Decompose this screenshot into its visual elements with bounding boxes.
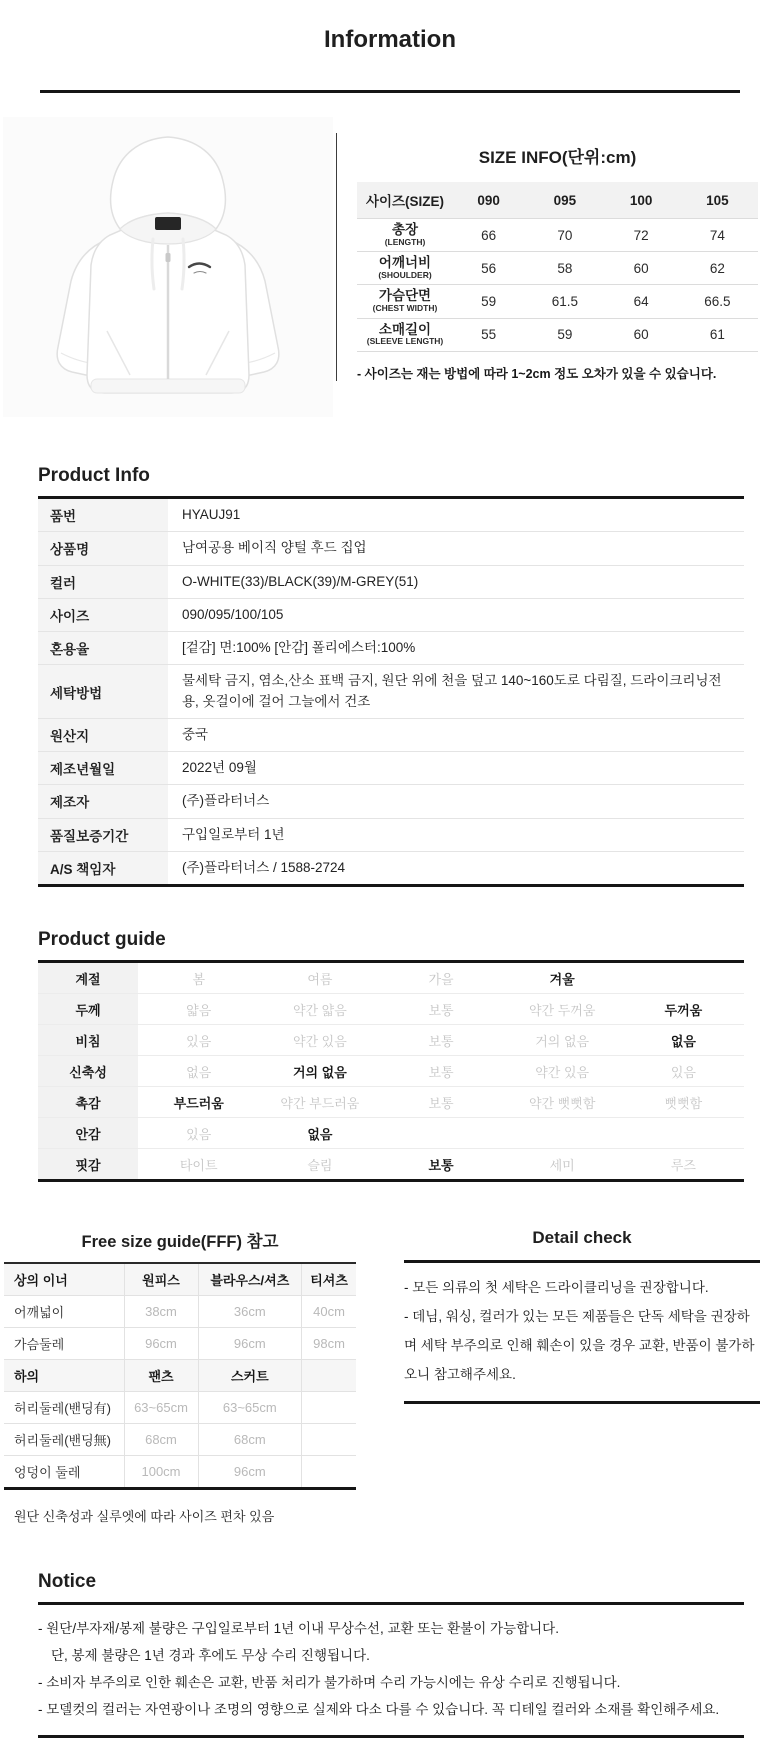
fs-header-row (4, 1263, 356, 1296)
size-value: 61.5 (524, 285, 605, 318)
fs-value (302, 1392, 356, 1424)
size-row-label-ko: 소매길이 (378, 321, 432, 337)
detail-check-panel (404, 1228, 760, 1525)
info-row (38, 851, 744, 885)
fs-value: 68cm (198, 1424, 302, 1456)
guide-option: 없음 (623, 1025, 744, 1056)
size-value: 70 (524, 219, 605, 252)
product-guide-table (38, 960, 744, 1182)
notice-items (38, 1615, 744, 1723)
fs-row (4, 1456, 356, 1489)
fs-label: 어깨넓이 (4, 1296, 124, 1328)
info-label: 상품명 (38, 532, 168, 565)
size-value: 59 (524, 318, 605, 351)
product-info-table (38, 496, 744, 887)
size-row-label-ko: 어깨너비 (378, 255, 432, 271)
size-info-panel (337, 117, 780, 419)
fs-value: 팬츠 (124, 1360, 198, 1392)
size-value: 64 (605, 285, 676, 318)
notice-section (38, 1571, 744, 1738)
fs-label: 하의 (4, 1360, 124, 1392)
guide-option: 세미 (549, 1157, 575, 1173)
fs-value: 40cm (302, 1296, 356, 1328)
info-value: 남여공용 베이직 양털 후드 집업 (168, 532, 744, 565)
info-row (38, 498, 744, 532)
fs-value: 블라우스/셔츠 (198, 1263, 302, 1296)
size-row-label-ko: 가슴단면 (378, 288, 432, 304)
guide-option: 보통 (380, 1025, 501, 1056)
guide-option: 보통 (380, 994, 501, 1025)
size-column-header: 사이즈(SIZE) (357, 182, 453, 219)
guide-option: 얇음 (138, 994, 259, 1025)
info-row (38, 532, 744, 565)
detail-item: - 데님, 워싱, 컬러가 있는 모든 제품들은 단독 세탁을 권장하며 세탁 부주의로 인해 훼손이 있을 경우 교환, 반품이 불가하오니 참고해주세요. (404, 1309, 755, 1382)
fs-header-row (4, 1360, 356, 1392)
neck-tag (155, 217, 181, 230)
info-label: 컬러 (38, 565, 168, 598)
guide-option: 가을 (380, 962, 501, 994)
fs-value: 63~65cm (198, 1392, 302, 1424)
info-label: 혼용율 (38, 632, 168, 665)
info-label: 품번 (38, 498, 168, 532)
free-size-note: 원단 신축성과 실루엣에 따라 사이즈 편차 있음 (14, 1509, 275, 1524)
detail-check-divider (404, 1260, 760, 1263)
notice-item: - 모델컷의 컬러는 자연광이나 조명의 영향으로 실제와 다소 다를 수 있습니다. 꼭 디테일 컬러와 소재를 확인해주세요. (38, 1702, 720, 1717)
info-value: 090/095/100/105 (168, 598, 744, 631)
info-label: A/S 책임자 (38, 851, 168, 885)
info-value: HYAUJ91 (168, 498, 744, 532)
guide-option: 약간 있음 (259, 1025, 380, 1056)
notice-divider (38, 1602, 744, 1605)
info-row (38, 665, 744, 719)
size-value: 59 (453, 285, 524, 318)
product-photo (0, 117, 336, 419)
detail-item: - 모든 의류의 첫 세탁은 드라이클리닝을 권장합니다. (404, 1280, 709, 1295)
guide-option: 거의 없음 (502, 1025, 623, 1056)
size-row (357, 219, 758, 252)
guide-option: 여름 (259, 962, 380, 994)
size-column-header: 095 (524, 182, 605, 219)
size-value: 74 (677, 219, 758, 252)
size-row-label-en: (SLEEVE LENGTH) (366, 336, 444, 347)
guide-row (38, 1025, 744, 1056)
info-label: 원산지 (38, 718, 168, 751)
info-value: O-WHITE(33)/BLACK(39)/M-GREY(51) (168, 565, 744, 598)
product-information-page (0, 26, 780, 1723)
guide-option (380, 1118, 501, 1149)
guide-option: 두꺼움 (623, 994, 744, 1025)
guide-option (623, 1118, 744, 1149)
fs-label: 엉덩이 둘레 (4, 1456, 124, 1489)
size-row-label-en: (SHOULDER) (378, 270, 432, 281)
guide-option: 없음 (138, 1056, 259, 1087)
guide-option (623, 962, 744, 994)
info-label: 사이즈 (38, 598, 168, 631)
free-size-title: Free size guide(FFF) 참고 (81, 1233, 279, 1251)
info-row (38, 598, 744, 631)
size-value: 56 (453, 252, 524, 285)
size-row-label (357, 318, 453, 351)
guide-option: 보통 (428, 1157, 454, 1173)
product-info-section (38, 465, 744, 887)
size-value: 60 (605, 318, 676, 351)
guide-option: 약간 부드러움 (259, 1087, 380, 1118)
info-value: (주)플라터너스 / 1588-2724 (182, 859, 346, 875)
fs-label: 가슴둘레 (4, 1328, 124, 1360)
info-label: 제조년월일 (38, 752, 168, 785)
size-info-table (357, 182, 758, 352)
guide-row (38, 1087, 744, 1118)
fs-label: 허리둘레(밴딩有) (4, 1392, 124, 1424)
guide-option: 부드러움 (138, 1087, 259, 1118)
info-row (38, 818, 744, 851)
hoodie-illustration (3, 117, 333, 417)
info-value: 중국 (168, 718, 744, 751)
guide-option: 봄 (138, 962, 259, 994)
fs-value: 스커트 (198, 1360, 302, 1392)
fs-value: 96cm (124, 1328, 198, 1360)
guide-option: 루즈 (670, 1157, 696, 1173)
guide-option: 뻣뻣함 (623, 1087, 744, 1118)
guide-option: 없음 (259, 1118, 380, 1149)
size-row-label-en: (LENGTH) (384, 236, 426, 247)
guide-row (38, 994, 744, 1025)
guide-option: 타이트 (179, 1157, 218, 1173)
guide-option: 거의 없음 (259, 1056, 380, 1087)
guide-option: 보통 (380, 1056, 501, 1087)
info-label: 품질보증기간 (38, 818, 168, 851)
notice-item: 단, 봉제 불량은 1년 경과 후에도 무상 수리 진행됩니다. (51, 1648, 370, 1663)
fs-value (302, 1456, 356, 1489)
size-header-row (357, 182, 758, 219)
info-row (38, 718, 744, 751)
size-column-header: 100 (605, 182, 676, 219)
info-value: (주)플라터너스 (168, 785, 744, 818)
info-row (38, 785, 744, 818)
guide-option: 슬림 (307, 1157, 333, 1173)
info-row (38, 565, 744, 598)
detail-check-divider-bottom (404, 1401, 760, 1404)
fs-value: 98cm (302, 1328, 356, 1360)
size-value: 66.5 (677, 285, 758, 318)
fs-row (4, 1328, 356, 1360)
top-section (0, 117, 780, 419)
guide-option: 있음 (138, 1025, 259, 1056)
size-value: 60 (605, 252, 676, 285)
free-size-table (4, 1262, 356, 1490)
fs-value: 티셔츠 (302, 1263, 356, 1296)
size-value: 62 (677, 252, 758, 285)
fs-label: 허리둘레(밴딩無) (4, 1424, 124, 1456)
info-value: 구입일로부터 1년 (168, 818, 744, 851)
guide-label: 핏감 (38, 1149, 138, 1181)
fs-row (4, 1424, 356, 1456)
guide-label: 계절 (38, 962, 138, 994)
size-column-header: 090 (453, 182, 524, 219)
notice-item: - 원단/부자재/봉제 불량은 구입일로부터 1년 이내 무상수선, 교환 또는 환불이 가능합니다. (38, 1621, 559, 1636)
size-row-label (357, 252, 453, 285)
info-value: 물세탁 금지, 염소,산소 표백 금지, 원단 위에 천을 덮고 140~160도로 다림질, 드라이크리닝전용, 옷걸이에 걸어 그늘에서 건조 (168, 665, 744, 719)
product-info-title: Product Info (38, 465, 150, 486)
size-value: 66 (453, 219, 524, 252)
guide-option: 보통 (380, 1087, 501, 1118)
fs-value (302, 1360, 356, 1392)
guide-option: 약간 얇음 (259, 994, 380, 1025)
info-label: 세탁방법 (38, 665, 168, 719)
info-value: [겉감] 면:100% [안감] 폴리에스터:100% (168, 632, 744, 665)
guide-label: 촉감 (38, 1087, 138, 1118)
fs-value: 63~65cm (124, 1392, 198, 1424)
size-row (357, 285, 758, 318)
fs-value: 36cm (198, 1296, 302, 1328)
free-size-panel (4, 1228, 356, 1525)
size-info-title: SIZE INFO(단위:cm) (478, 148, 637, 167)
bottom-section (4, 1228, 760, 1525)
guide-row (38, 962, 744, 994)
guide-option: 있음 (623, 1056, 744, 1087)
fs-value: 100cm (124, 1456, 198, 1489)
size-value: 61 (677, 318, 758, 351)
guide-label: 비침 (38, 1025, 138, 1056)
size-info-note: - 사이즈는 재는 방법에 따라 1~2cm 정도 오차가 있을 수 있습니다. (357, 366, 717, 381)
guide-option (502, 1118, 623, 1149)
fs-value: 96cm (198, 1456, 302, 1489)
guide-option: 약간 두꺼움 (502, 994, 623, 1025)
size-value: 55 (453, 318, 524, 351)
fs-row (4, 1296, 356, 1328)
detail-check-items (404, 1273, 760, 1389)
guide-option: 약간 있음 (502, 1056, 623, 1087)
guide-row (38, 1056, 744, 1087)
fs-value: 68cm (124, 1424, 198, 1456)
guide-label: 안감 (38, 1118, 138, 1149)
notice-title: Notice (38, 1571, 97, 1592)
fs-label: 상의 이너 (4, 1263, 124, 1296)
guide-option: 겨울 (502, 962, 623, 994)
fs-row (4, 1392, 356, 1424)
guide-option: 약간 뻣뻣함 (502, 1087, 623, 1118)
info-value: 2022년 09월 (168, 752, 744, 785)
size-row (357, 252, 758, 285)
guide-row (38, 1118, 744, 1149)
fs-value: 38cm (124, 1296, 198, 1328)
size-row-label-ko: 총장 (391, 222, 419, 237)
info-row (38, 632, 744, 665)
size-value: 58 (524, 252, 605, 285)
info-label: 제조자 (38, 785, 168, 818)
size-row (357, 318, 758, 351)
product-guide-section (38, 929, 744, 1182)
guide-option: 있음 (138, 1118, 259, 1149)
product-guide-title: Product guide (38, 929, 166, 950)
size-row-label (357, 285, 453, 318)
size-value: 72 (605, 219, 676, 252)
size-row-label (357, 219, 453, 252)
guide-label: 신축성 (38, 1056, 138, 1087)
size-row-label-en: (CHEST WIDTH) (372, 303, 438, 314)
guide-row (38, 1149, 744, 1181)
fs-value (302, 1424, 356, 1456)
size-column-header: 105 (677, 182, 758, 219)
fs-value: 원피스 (124, 1263, 198, 1296)
detail-check-title: Detail check (532, 1228, 632, 1247)
info-row (38, 752, 744, 785)
page-title: Information (324, 26, 456, 53)
guide-label: 두께 (38, 994, 138, 1025)
fs-value: 96cm (198, 1328, 302, 1360)
notice-item: - 소비자 부주의로 인한 훼손은 교환, 반품 처리가 불가하며 수리 가능시에는 유상 수리로 진행됩니다. (38, 1675, 621, 1690)
header-divider (40, 90, 740, 93)
